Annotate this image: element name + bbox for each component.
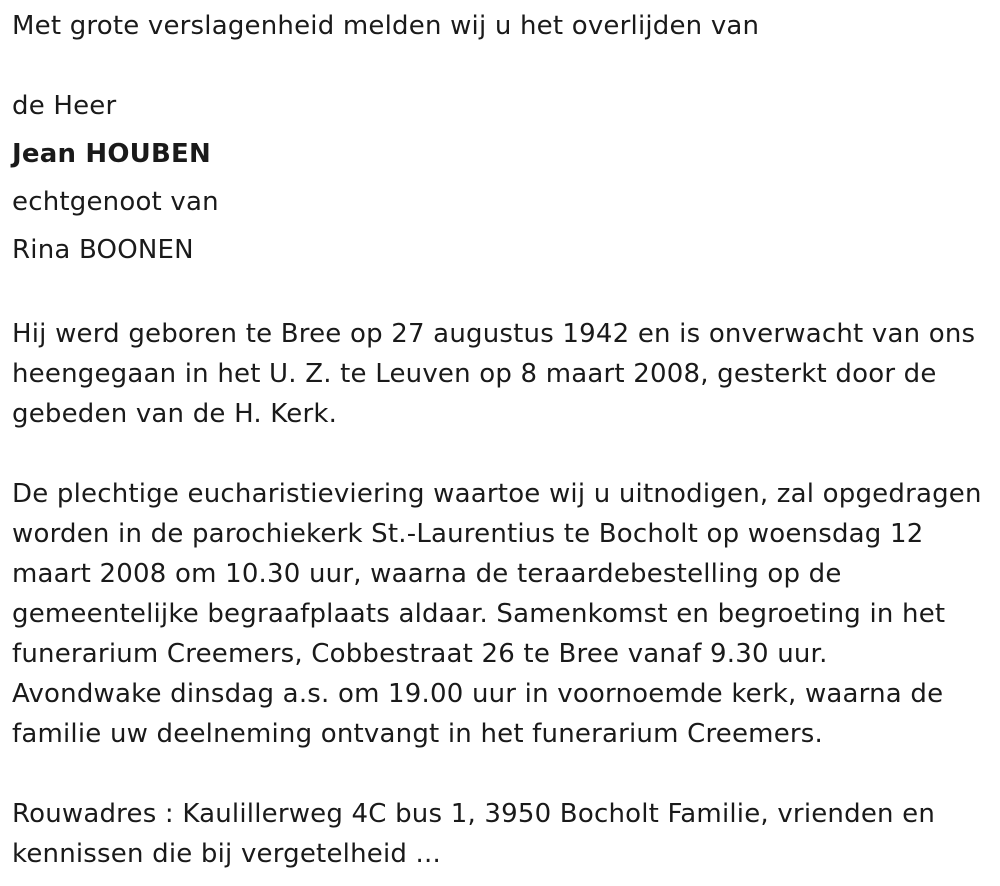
ceremony-paragraph-line: maart 2008 om 10.30 uur, waarna de teraardebestelling op de xyxy=(12,559,842,589)
spacer xyxy=(12,278,992,314)
deceased-name: Jean HOUBEN xyxy=(12,139,211,169)
ceremony-paragraph-line: Avondwake dinsdag a.s. om 19.00 uur in voornoemde kerk, waarna de xyxy=(12,679,944,709)
spacer xyxy=(12,434,992,474)
birth-paragraph-line: Hij werd geboren te Bree op 27 augustus 1942 en is onverwacht van ons xyxy=(12,319,976,349)
address-paragraph-line: Rouwadres : Kaulillerweg 4C bus 1, 3950 Bocholt Familie, vrienden en xyxy=(12,799,936,829)
ceremony-paragraph-line: gemeentelijke begraafplaats aldaar. Samenkomst en begroeting in het xyxy=(12,599,946,629)
title-prefix: de Heer xyxy=(12,91,117,121)
spouse-name: Rina BOONEN xyxy=(12,235,194,265)
birth-paragraph-line: gebeden van de H. Kerk. xyxy=(12,399,338,429)
ceremony-paragraph-line: De plechtige eucharistieviering waartoe wij u uitnodigen, zal opgedragen xyxy=(12,479,982,509)
ceremony-paragraph-line: funerarium Creemers, Cobbestraat 26 te Bree vanaf 9.30 uur. xyxy=(12,639,828,669)
spacer xyxy=(12,46,992,86)
birth-paragraph xyxy=(12,314,992,434)
ceremony-paragraph-line: familie uw deelneming ontvangt in het funerarium Creemers. xyxy=(12,719,823,749)
ceremony-paragraph-line: worden in de parochiekerk St.-Laurentius te Bocholt op woensdag 12 xyxy=(12,519,924,549)
intro-text: Met grote verslagenheid melden wij u het overlijden van xyxy=(12,11,760,41)
birth-paragraph-line: heengegaan in het U. Z. te Leuven op 8 maart 2008, gesterkt door de xyxy=(12,359,937,389)
address-paragraph xyxy=(12,794,992,874)
ceremony-paragraph xyxy=(12,474,992,754)
spacer xyxy=(12,754,992,794)
relation-text: echtgenoot van xyxy=(12,187,219,217)
address-paragraph-line: kennissen die bij vergetelheid ... xyxy=(12,839,441,869)
